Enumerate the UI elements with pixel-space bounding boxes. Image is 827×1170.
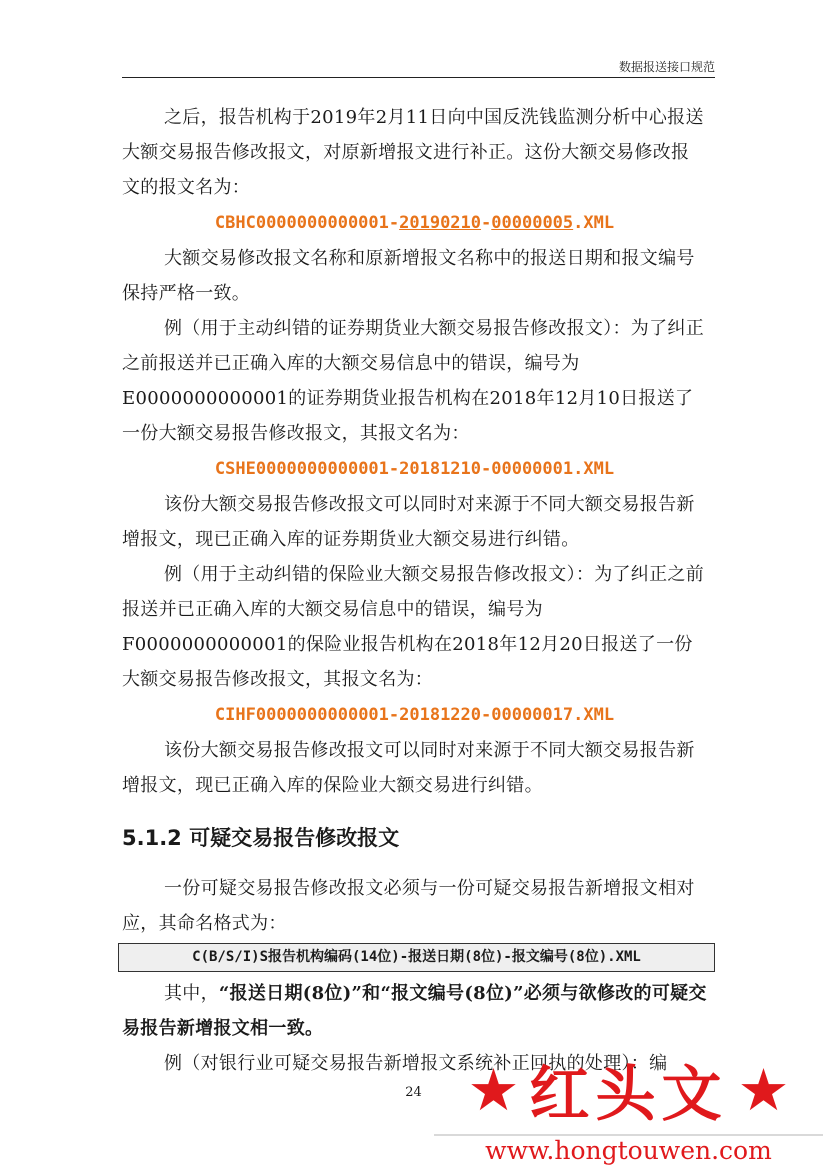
paragraph: 例（用于主动纠错的证券期货业大额交易报告修改报文）：为了纠正之前报送并已正确入库的大额交易信息中的错误，编号为E0000000000001的证券期货业报告机构在2018年12月10日报送了一份大额交易报告修改报文，其报文名为：	[122, 318, 704, 444]
file-name-part: -	[481, 213, 492, 233]
paragraph: 例（对银行业可疑交易报告新增报文系统补正回执的处理）：编	[164, 1053, 668, 1074]
watermark-url: www.hongtouwen.com	[434, 1134, 823, 1166]
watermark-title	[430, 1050, 827, 1130]
star-icon: ★	[737, 1056, 790, 1124]
paragraph: 该份大额交易报告修改报文可以同时对来源于不同大额交易报告新增报文，现已正确入库的保险业大额交易进行纠错。	[122, 740, 695, 796]
page-content	[122, 100, 707, 1081]
file-name-part: CBHC0000000000001-	[214, 213, 400, 233]
file-name-example: CSHE0000000000001-20181210-00000001.XML	[214, 459, 615, 479]
section-heading: 5.1.2 可疑交易报告修改报文	[122, 826, 400, 850]
watermark-text: 红头文	[529, 1060, 728, 1130]
paragraph: 该份大额交易报告修改报文可以同时对来源于不同大额交易报告新增报文，现已正确入库的证券期货业大额交易进行纠错。	[122, 494, 695, 550]
paragraph: 大额交易修改报文名称和原新增报文名称中的报送日期和报文编号保持严格一致。	[122, 248, 695, 304]
star-icon: ★	[467, 1056, 520, 1124]
paragraph	[122, 976, 707, 1046]
paragraph: 例（用于主动纠错的保险业大额交易报告修改报文）：为了纠正之前报送并已正确入库的大额交易信息中的错误，编号为F0000000000001的保险业报告机构在2018年12月20日报送了一份大额交易报告修改报文，其报文名为：	[122, 564, 704, 690]
header-title: 数据报送接口规范	[618, 60, 715, 74]
watermark	[430, 1050, 827, 1170]
bold-requirement: “报送日期(8位)”和“报文编号(8位)”必须与欲修改的可疑交易报告新增报文相一致。	[122, 983, 707, 1039]
paragraph-prefix: 其中，	[164, 983, 219, 1004]
file-name-example: CIHF0000000000001-20181220-00000017.XML	[214, 705, 615, 725]
file-name-number: 00000005	[491, 213, 574, 233]
paragraph: 之后，报告机构于2019年2月11日向中国反洗钱监测分析中心报送大额交易报告修改报文，对原新增报文进行补正。这份大额交易修改报文的报文名为：	[122, 107, 704, 198]
header-rule	[122, 77, 715, 78]
naming-format-box: C(B/S/I)S报告机构编码(14位)-报送日期(8位)-报文编号(8位).XML	[118, 943, 715, 972]
file-name-example	[122, 205, 707, 241]
file-name-date: 20190210	[399, 213, 482, 233]
file-name-part: .XML	[573, 213, 615, 233]
paragraph: 一份可疑交易报告修改报文必须与一份可疑交易报告新增报文相对应，其命名格式为：	[122, 878, 695, 934]
page-number: 24	[405, 1085, 422, 1100]
